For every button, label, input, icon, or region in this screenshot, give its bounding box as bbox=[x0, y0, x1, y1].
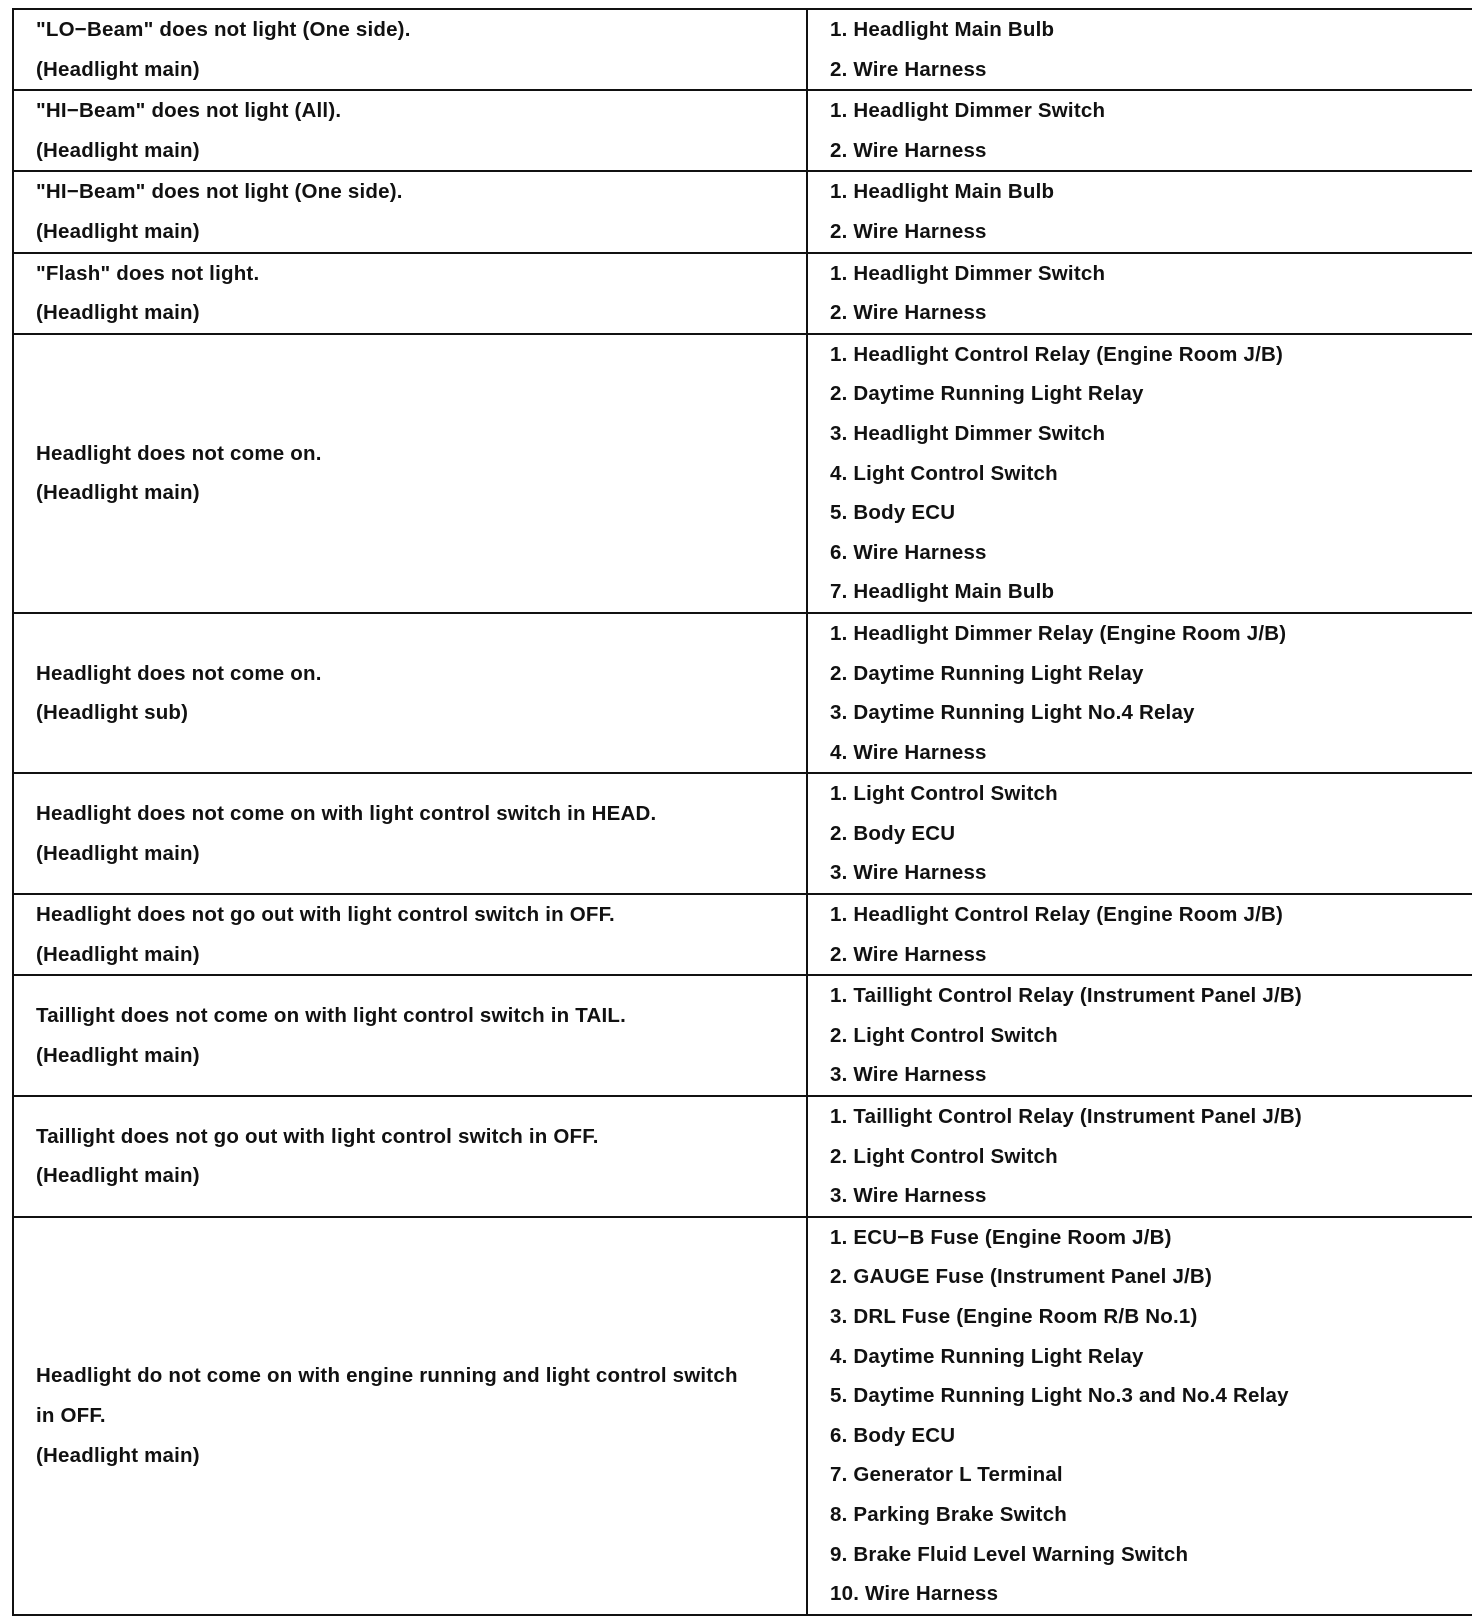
table-row bbox=[13, 253, 1472, 334]
suspect-area-cell bbox=[807, 975, 1472, 1096]
suspect-area-item: 7. Headlight Main Bulb bbox=[830, 580, 1055, 604]
symptom-cell bbox=[13, 334, 807, 613]
symptom-cell bbox=[13, 1096, 807, 1217]
suspect-area-item: 1. Headlight Main Bulb bbox=[830, 18, 1055, 41]
symptom-line: (Headlight main) bbox=[36, 301, 200, 325]
table-row bbox=[13, 9, 1472, 90]
suspect-area-item: 5. Body ECU bbox=[830, 501, 956, 525]
suspect-area-cell bbox=[807, 90, 1472, 171]
suspect-area-item: 1. Light Control Switch bbox=[830, 782, 1058, 806]
table-row bbox=[13, 1217, 1472, 1615]
suspect-area-item: 2. Wire Harness bbox=[830, 57, 987, 81]
symptom-line: Headlight does not go out with light control switch in OFF. bbox=[36, 903, 615, 927]
symptom-cell bbox=[13, 171, 807, 252]
table-row bbox=[13, 894, 1472, 975]
symptom-line: (Headlight main) bbox=[36, 138, 200, 162]
symptom-line: (Headlight main) bbox=[36, 841, 200, 865]
suspect-area-item: 3. Headlight Dimmer Switch bbox=[830, 421, 1106, 445]
suspect-area-cell bbox=[807, 613, 1472, 773]
table-row bbox=[13, 1096, 1472, 1217]
suspect-area-item: 1. Taillight Control Relay (Instrument Panel J/B) bbox=[830, 1105, 1302, 1129]
symptom-line: Headlight does not come on with light control switch in HEAD. bbox=[36, 802, 657, 826]
suspect-area-item: 3. DRL Fuse (Engine Room R/B No.1) bbox=[830, 1305, 1198, 1328]
suspect-area-item: 8. Parking Brake Switch bbox=[830, 1502, 1068, 1526]
table-row bbox=[13, 90, 1472, 171]
suspect-area-cell bbox=[807, 894, 1472, 975]
symptom-line: "HI−Beam" does not light (One side). bbox=[36, 180, 403, 204]
suspect-area-cell bbox=[807, 253, 1472, 334]
symptom-line: "LO−Beam" does not light (One side). bbox=[36, 18, 411, 41]
symptom-line: (Headlight main) bbox=[36, 1443, 200, 1467]
suspect-area-item: 4. Wire Harness bbox=[830, 740, 987, 764]
suspect-area-item: 2. Wire Harness bbox=[830, 301, 987, 325]
suspect-area-cell bbox=[807, 334, 1472, 613]
suspect-area-item: 1. Headlight Control Relay (Engine Room J/B) bbox=[830, 903, 1284, 927]
suspect-area-item: 1. Headlight Main Bulb bbox=[830, 180, 1055, 204]
suspect-area-cell bbox=[807, 773, 1472, 894]
table-row bbox=[13, 613, 1472, 773]
symptom-line: Headlight does not come on. bbox=[36, 661, 322, 685]
troubleshooting-table bbox=[12, 8, 1472, 1616]
suspect-area-item: 2. Light Control Switch bbox=[830, 1144, 1058, 1168]
table-row bbox=[13, 171, 1472, 252]
suspect-area-item: 3. Wire Harness bbox=[830, 1063, 987, 1087]
suspect-area-item: 2. Body ECU bbox=[830, 821, 956, 845]
symptom-cell bbox=[13, 613, 807, 773]
suspect-area-item: 7. Generator L Terminal bbox=[830, 1463, 1063, 1487]
suspect-area-item: 2. Light Control Switch bbox=[830, 1023, 1058, 1047]
table-row bbox=[13, 334, 1472, 613]
suspect-area-item: 2. GAUGE Fuse (Instrument Panel J/B) bbox=[830, 1265, 1212, 1289]
suspect-area-cell bbox=[807, 171, 1472, 252]
suspect-area-item: 2. Wire Harness bbox=[830, 219, 987, 243]
symptom-line: Taillight does not come on with light control switch in TAIL. bbox=[36, 1004, 626, 1028]
symptom-cell bbox=[13, 773, 807, 894]
suspect-area-item: 1. Taillight Control Relay (Instrument Panel J/B) bbox=[830, 984, 1302, 1008]
suspect-area-cell bbox=[807, 9, 1472, 90]
symptom-cell bbox=[13, 975, 807, 1096]
symptom-cell bbox=[13, 253, 807, 334]
suspect-area-item: 2. Daytime Running Light Relay bbox=[830, 661, 1144, 685]
suspect-area-item: 6. Wire Harness bbox=[830, 540, 987, 564]
suspect-area-cell bbox=[807, 1217, 1472, 1615]
symptom-line: Headlight do not come on with engine running and light control switch bbox=[36, 1364, 738, 1388]
symptom-cell bbox=[13, 9, 807, 90]
suspect-area-item: 10. Wire Harness bbox=[830, 1582, 999, 1606]
suspect-area-item: 3. Wire Harness bbox=[830, 1184, 987, 1208]
symptom-line: "HI−Beam" does not light (All). bbox=[36, 99, 342, 123]
troubleshooting-sheet bbox=[12, 8, 1462, 1616]
suspect-area-item: 2. Wire Harness bbox=[830, 942, 987, 966]
suspect-area-item: 2. Wire Harness bbox=[830, 138, 987, 162]
suspect-area-item: 1. Headlight Dimmer Relay (Engine Room J/B) bbox=[830, 621, 1287, 645]
symptom-line: (Headlight main) bbox=[36, 481, 200, 505]
troubleshooting-table-body bbox=[13, 9, 1472, 1615]
symptom-cell bbox=[13, 1217, 807, 1615]
table-row bbox=[13, 975, 1472, 1096]
symptom-cell bbox=[13, 894, 807, 975]
suspect-area-item: 6. Body ECU bbox=[830, 1423, 956, 1447]
suspect-area-item: 5. Daytime Running Light No.3 and No.4 Relay bbox=[830, 1384, 1289, 1408]
suspect-area-item: 1. Headlight Dimmer Switch bbox=[830, 99, 1106, 123]
symptom-line: in OFF. bbox=[36, 1403, 106, 1427]
symptom-line: (Headlight sub) bbox=[36, 701, 189, 725]
suspect-area-item: 3. Wire Harness bbox=[830, 861, 987, 885]
symptom-line: (Headlight main) bbox=[36, 1164, 200, 1188]
suspect-area-item: 9. Brake Fluid Level Warning Switch bbox=[830, 1542, 1189, 1566]
table-row bbox=[13, 773, 1472, 894]
suspect-area-item: 1. ECU−B Fuse (Engine Room J/B) bbox=[830, 1225, 1172, 1249]
symptom-line: Taillight does not go out with light control switch in OFF. bbox=[36, 1124, 599, 1148]
suspect-area-item: 4. Daytime Running Light Relay bbox=[830, 1344, 1144, 1368]
symptom-cell bbox=[13, 90, 807, 171]
symptom-line: Headlight does not come on. bbox=[36, 441, 322, 465]
suspect-area-cell bbox=[807, 1096, 1472, 1217]
symptom-line: (Headlight main) bbox=[36, 219, 200, 243]
suspect-area-item: 2. Daytime Running Light Relay bbox=[830, 382, 1144, 406]
symptom-line: (Headlight main) bbox=[36, 1043, 200, 1067]
suspect-area-item: 4. Light Control Switch bbox=[830, 461, 1058, 485]
symptom-line: "Flash" does not light. bbox=[36, 261, 260, 285]
symptom-line: (Headlight main) bbox=[36, 57, 200, 81]
symptom-line: (Headlight main) bbox=[36, 942, 200, 966]
suspect-area-item: 3. Daytime Running Light No.4 Relay bbox=[830, 701, 1195, 725]
suspect-area-item: 1. Headlight Control Relay (Engine Room J/B) bbox=[830, 342, 1284, 366]
suspect-area-item: 1. Headlight Dimmer Switch bbox=[830, 261, 1106, 285]
